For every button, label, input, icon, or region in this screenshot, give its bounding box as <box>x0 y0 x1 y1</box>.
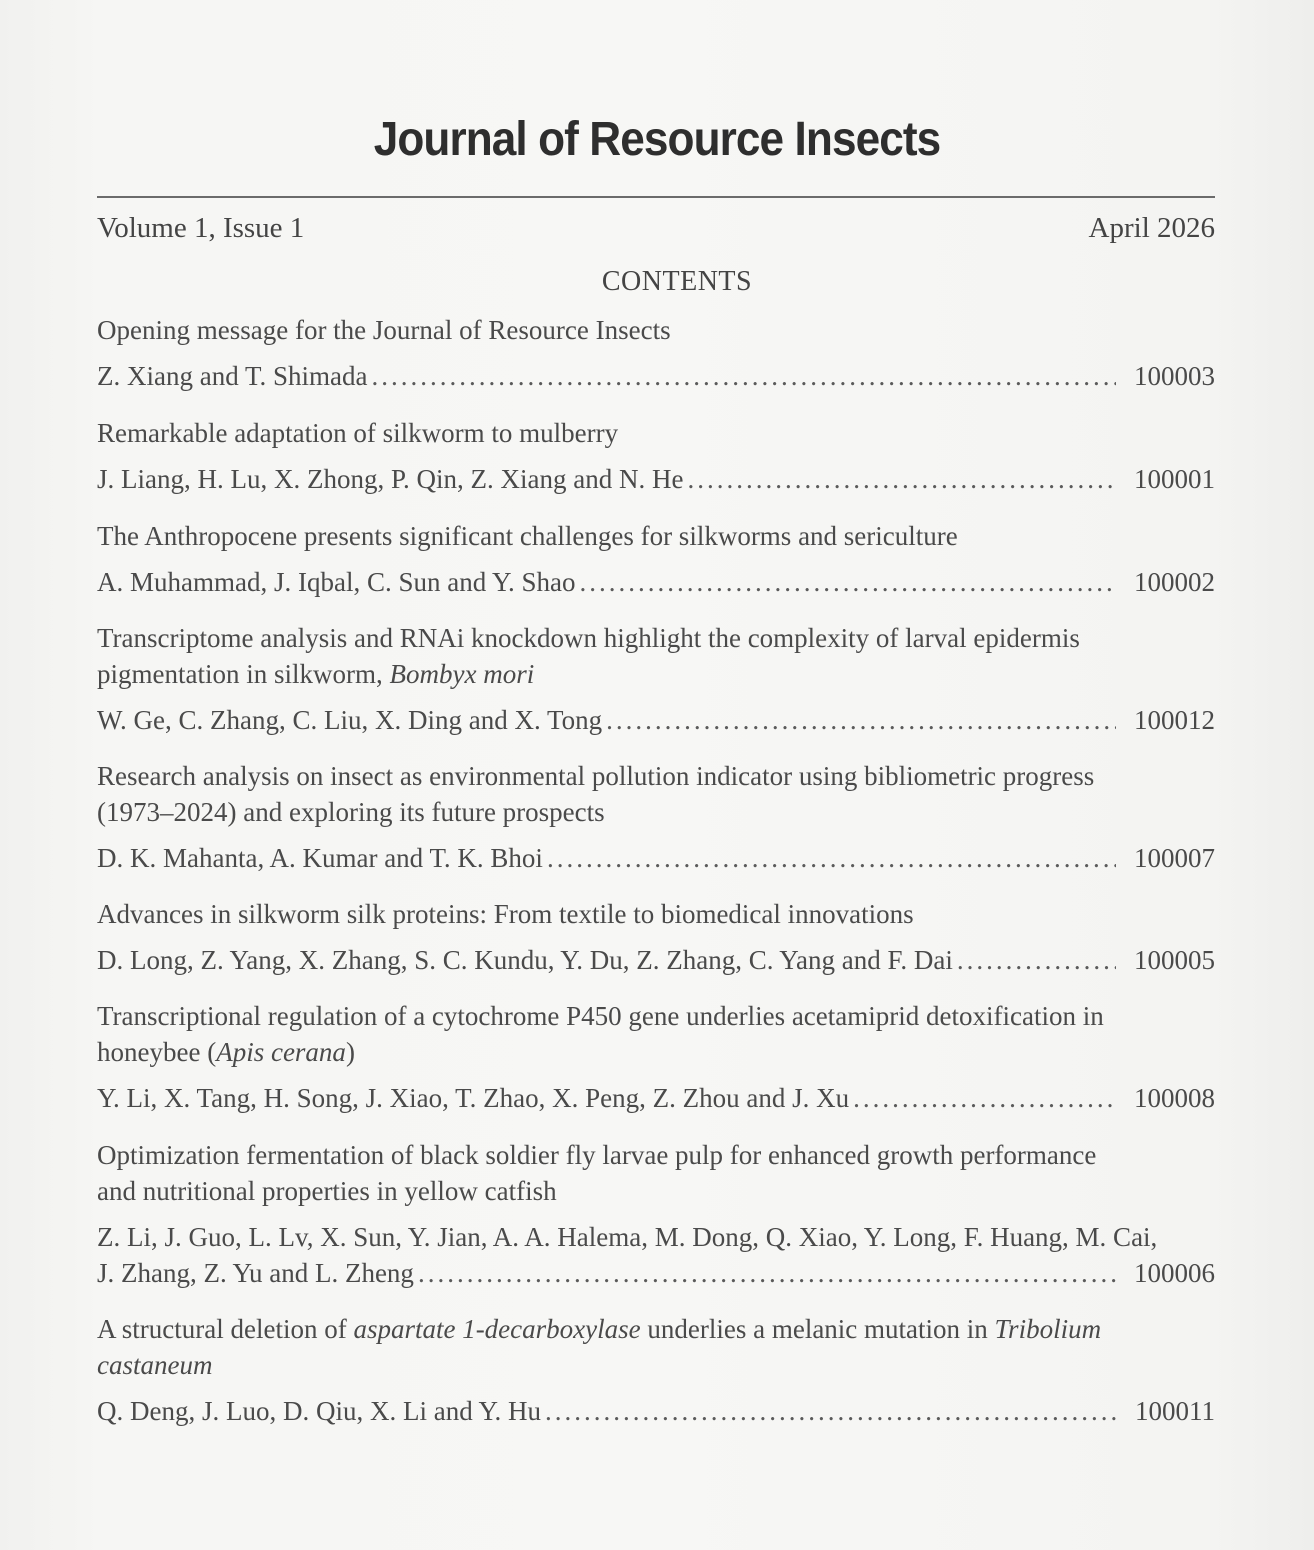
article-title-part: Advances in silkworm silk proteins: From textile to biomedical innovations <box>97 899 914 929</box>
article-title <box>97 1137 1215 1209</box>
authors-line <box>97 461 1215 497</box>
article-authors: Z. Xiang and T. Shimada <box>97 361 368 391</box>
authors-line <box>97 1393 1215 1429</box>
article-title <box>97 415 1215 451</box>
contents-entry[interactable] <box>97 620 1215 738</box>
article-title <box>97 620 1215 692</box>
article-number: 100001 <box>1134 464 1215 494</box>
article-title-part: ) <box>345 1037 355 1067</box>
article-number: 100012 <box>1134 705 1215 735</box>
article-title <box>97 896 1215 932</box>
article-authors-first-line: Z. Li, J. Guo, L. Lv, X. Sun, Y. Jian, A. A. Halema, M. Dong, Q. Xiao, Y. Long, F. Huang, M. Cai, <box>97 1222 1158 1252</box>
contents-entry[interactable] <box>97 312 1215 394</box>
dot-leader <box>957 942 1116 978</box>
contents-entry[interactable] <box>97 896 1215 978</box>
authors-line <box>97 840 1215 876</box>
article-authors: W. Ge, C. Zhang, C. Liu, X. Ding and X. Tong <box>97 705 603 735</box>
article-title-italic-part: Tribolium castaneum <box>97 1314 1102 1380</box>
article-title-italic-part: Apis cerana <box>216 1037 346 1067</box>
journal-title: Journal of Resource Insects <box>373 113 941 166</box>
article-title-part: Optimization fermentation of black soldier fly larvae pulp for enhanced growth performance and nutritional properties in yellow catfish <box>97 1140 1097 1206</box>
article-title-part: Transcriptome analysis and RNAi knockdown highlight the complexity of larval epidermis pigmentation in silkworm, <box>97 623 1080 689</box>
article-number: 100006 <box>1134 1258 1215 1288</box>
dot-leader <box>547 840 1116 876</box>
article-title-part: Remarkable adaptation of silkworm to mulberry <box>97 418 619 448</box>
dot-leader <box>418 1255 1116 1291</box>
article-authors: J. Zhang, Z. Yu and L. Zheng <box>97 1258 414 1288</box>
article-title <box>97 998 1215 1070</box>
authors-line <box>97 1080 1215 1116</box>
contents-entry[interactable] <box>97 1137 1215 1291</box>
article-title <box>97 518 1215 554</box>
contents-entry[interactable] <box>97 998 1215 1116</box>
contents-entry[interactable] <box>97 758 1215 876</box>
contents-entry[interactable] <box>97 1311 1215 1429</box>
contents-entry[interactable] <box>97 518 1215 600</box>
article-title-part: The Anthropocene presents significant challenges for silkworms and sericulture <box>97 521 958 551</box>
article-title-part: underlies a melanic mutation in <box>640 1314 995 1344</box>
title-rule <box>97 196 1215 198</box>
article-authors: Q. Deng, J. Luo, D. Qiu, X. Li and Y. Hu <box>97 1396 541 1426</box>
authors-line <box>97 702 1215 738</box>
article-number: 100008 <box>1134 1083 1215 1113</box>
article-title-part: Research analysis on insect as environmental pollution indicator using bibliometric progress (1973–2024) and exploring its future prospects <box>97 761 1095 827</box>
article-authors: Y. Li, X. Tang, H. Song, J. Xiao, T. Zhao, X. Peng, Z. Zhou and J. Xu <box>97 1083 850 1113</box>
authors-line <box>97 358 1215 394</box>
article-authors: A. Muhammad, J. Iqbal, C. Sun and Y. Shao <box>97 567 576 597</box>
article-title-part: Transcriptional regulation of a cytochrome P450 gene underlies acetamiprid detoxification in honeybee ( <box>97 1001 1104 1067</box>
dot-leader <box>853 1080 1116 1116</box>
authors-line <box>97 564 1215 600</box>
issue-date: April 2026 <box>1088 212 1215 244</box>
dot-leader <box>545 1393 1117 1429</box>
article-title <box>97 758 1215 830</box>
issue-info-row <box>97 212 1215 252</box>
article-number: 100002 <box>1134 567 1215 597</box>
article-title-italic-part: Bombyx mori <box>389 659 535 689</box>
contents-entry[interactable] <box>97 415 1215 497</box>
dot-leader <box>687 461 1116 497</box>
article-title-part: A structural deletion of <box>97 1314 354 1344</box>
article-number: 100005 <box>1134 945 1215 975</box>
article-title <box>97 312 1215 348</box>
article-title-part: Opening message for the Journal of Resource Insects <box>97 315 671 345</box>
authors-line <box>97 1255 1215 1291</box>
dot-leader <box>580 564 1117 600</box>
article-title <box>97 1311 1215 1383</box>
article-authors: J. Liang, H. Lu, X. Zhong, P. Qin, Z. Xiang and N. He <box>97 464 684 494</box>
authors-line <box>97 942 1215 978</box>
dot-leader <box>606 702 1116 738</box>
dot-leader <box>371 358 1116 394</box>
article-title-italic-part: aspartate 1-decarboxylase <box>353 1314 641 1344</box>
article-number: 100003 <box>1134 361 1215 391</box>
article-number: 100011 <box>1135 1396 1215 1426</box>
contents-heading: CONTENTS <box>601 266 753 297</box>
article-number: 100007 <box>1134 843 1215 873</box>
volume-issue: Volume 1, Issue 1 <box>97 212 305 244</box>
article-authors: D. K. Mahanta, A. Kumar and T. K. Bhoi <box>97 843 543 873</box>
article-authors: D. Long, Z. Yang, X. Zhang, S. C. Kundu, Y. Du, Z. Zhang, C. Yang and F. Dai <box>97 945 953 975</box>
